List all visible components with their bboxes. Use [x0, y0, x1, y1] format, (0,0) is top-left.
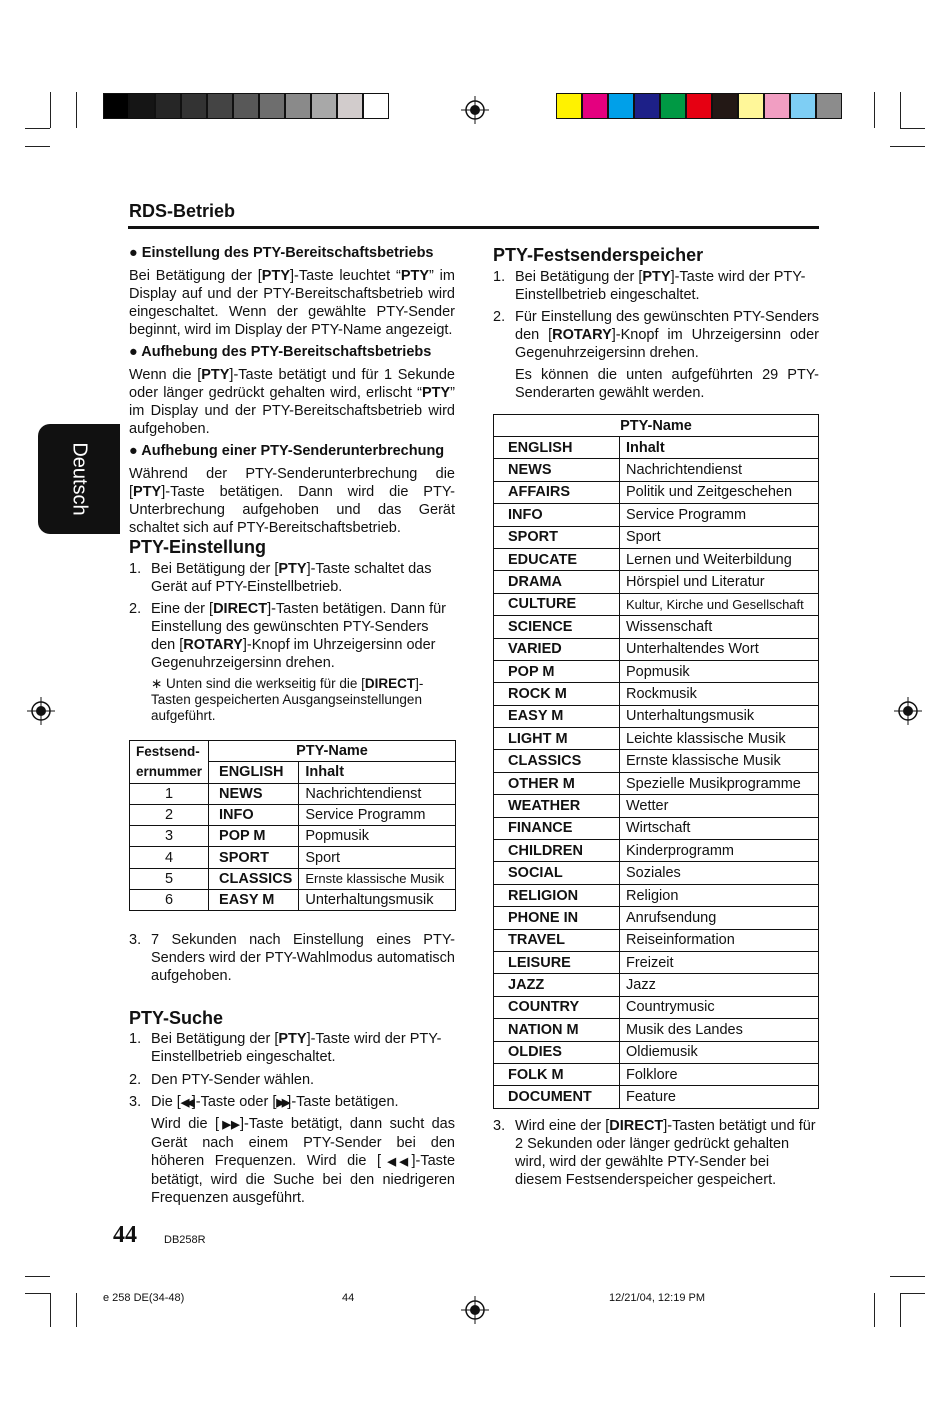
subheading-standby-on: ● Einstellung des PTY-Bereitschaftsbetriebs — [129, 245, 434, 261]
pty-description: Ernste klassische Musik — [299, 868, 456, 889]
table-row — [494, 795, 819, 817]
pty-code: SPORT — [494, 526, 620, 548]
heading-pty-einstellung: PTY-Einstellung — [129, 537, 267, 557]
paragraph-standby-on: Bei Betätigung der [PTY]-Taste leuchtet “PTY” im Display auf und der PTY-Bereitschaftsbetrieb wird eingeschaltet. Wenn der gewählte PTY-Sender beginnt, wird im Display der PTY-Name angezeigt. — [129, 268, 455, 338]
pty-description: Wetter — [620, 795, 819, 817]
table-row — [130, 868, 456, 889]
pty-code: POP M — [209, 826, 299, 847]
color-swatch — [765, 94, 791, 118]
preset-number: 2 — [130, 804, 209, 825]
pty-description: Folklore — [620, 1063, 819, 1085]
color-swatch — [661, 94, 687, 118]
pty-code: FOLK M — [494, 1063, 620, 1085]
pty-description: Popmusik — [299, 826, 456, 847]
table-row — [494, 840, 819, 862]
section-title: RDS-Betrieb — [129, 201, 236, 221]
pty-code: LEISURE — [494, 951, 620, 973]
language-tab — [38, 424, 120, 534]
gray-swatch-bar — [103, 93, 389, 119]
pty-code: AFFAIRS — [494, 481, 620, 503]
pty-description: Unterhaltendes Wort — [620, 638, 819, 660]
pty-description: Politik und Zeitgeschehen — [620, 481, 819, 503]
color-swatch — [364, 94, 388, 118]
color-swatch — [312, 94, 338, 118]
table-row — [494, 1041, 819, 1063]
table-row — [494, 481, 819, 503]
pty-code: WEATHER — [494, 795, 620, 817]
festsender-step-2-note: Es können die unten aufgeführten 29 PTY-Senderarten gewählt werden. — [515, 367, 819, 401]
heading-pty-suche: PTY-Suche — [129, 1008, 224, 1028]
pty-code: EDUCATE — [494, 548, 620, 570]
paragraph-standby-off: Wenn die [PTY]-Taste betätigt und für 1 Sekunde oder länger gedrückt gehalten wird, erlischt “PTY” im Display und der PTY-Bereitschaftsbetrieb wird aufgehoben. — [129, 367, 455, 437]
color-swatch — [739, 94, 765, 118]
pty-code: POP M — [494, 660, 620, 682]
pty-code: LIGHT M — [494, 728, 620, 750]
color-swatch — [260, 94, 286, 118]
slug-file: e 258 DE(34-48) — [103, 1292, 185, 1304]
pty-code: INFO — [209, 804, 299, 825]
color-swatch — [234, 94, 260, 118]
language-tab-label: Deutsch — [68, 442, 91, 516]
pty-code: SCIENCE — [494, 616, 620, 638]
subheading-standby-off: ● Aufhebung des PTY-Bereitschaftsbetriebs — [129, 344, 432, 360]
pty-description: Sport — [620, 526, 819, 548]
pty-description: Anrufsendung — [620, 907, 819, 929]
pty-code: EASY M — [209, 890, 299, 911]
pty-code: ROCK M — [494, 683, 620, 705]
pty-code: CLASSICS — [494, 750, 620, 772]
registration-mark-icon — [27, 697, 55, 725]
pty-code: OTHER M — [494, 772, 620, 794]
color-swatch-bar — [556, 93, 842, 119]
table-row — [494, 728, 819, 750]
color-swatch — [104, 94, 130, 118]
pty-code: COUNTRY — [494, 996, 620, 1018]
preset-table — [129, 740, 456, 911]
table-row — [494, 705, 819, 727]
pty-description: Soziales — [620, 862, 819, 884]
table-row — [494, 907, 819, 929]
registration-mark-icon — [461, 1296, 489, 1324]
color-swatch — [557, 94, 583, 118]
pty-description: Wirtschaft — [620, 817, 819, 839]
page-number: 44 — [113, 1222, 137, 1248]
table-row — [494, 996, 819, 1018]
color-swatch — [338, 94, 364, 118]
table-row — [130, 783, 456, 804]
table-row — [494, 638, 819, 660]
pty-code: EASY M — [494, 705, 620, 727]
pty-code: INFO — [494, 504, 620, 526]
subheading-interrupt-cancel: ● Aufhebung einer PTY-Senderunterbrechung — [129, 443, 445, 459]
pty-code: DRAMA — [494, 571, 620, 593]
table-row — [494, 929, 819, 951]
color-swatch — [286, 94, 312, 118]
model-code: DB258R — [164, 1234, 206, 1246]
table-row — [494, 593, 819, 615]
pty-code: VARIED — [494, 638, 620, 660]
english-header: ENGLISH — [494, 437, 620, 459]
pty-description: Freizeit — [620, 951, 819, 973]
pty-description: Nachrichtendienst — [299, 783, 456, 804]
pty-description: Kinderprogramm — [620, 840, 819, 862]
pty-description: Leichte klassische Musik — [620, 728, 819, 750]
pty-description: Nachrichtendienst — [620, 459, 819, 481]
header-rule — [128, 226, 819, 229]
pty-description: Spezielle Musikprogramme — [620, 772, 819, 794]
pty-description: Lernen und Weiterbildung — [620, 548, 819, 570]
table-row — [494, 884, 819, 906]
pty-code: CLASSICS — [209, 868, 299, 889]
table-row — [130, 826, 456, 847]
table-row — [494, 571, 819, 593]
english-header: ENGLISH — [209, 762, 299, 783]
pty-code: NATION M — [494, 1019, 620, 1041]
table-row — [494, 862, 819, 884]
preset-number: 5 — [130, 868, 209, 889]
pty-description: Hörspiel und Literatur — [620, 571, 819, 593]
ptyname-header: PTY-Name — [209, 741, 456, 762]
inhalt-header: Inhalt — [299, 762, 456, 783]
pty-code: RELIGION — [494, 884, 620, 906]
slug-date: 12/21/04, 12:19 PM — [609, 1292, 706, 1304]
pty-description: Service Programm — [620, 504, 819, 526]
fast-forward-icon: ▶▶ — [276, 1097, 288, 1109]
color-swatch — [130, 94, 156, 118]
paragraph-interrupt-cancel: Während der PTY-Senderunterbrechung die [PTY]-Taste betätigen. Dann wird die PTY-Unterbrechung aufgehoben und das Gerät schaltet sich auf PTY-Bereitschaftsbetrieb. — [129, 466, 455, 536]
registration-mark-icon — [461, 96, 489, 124]
color-swatch — [791, 94, 817, 118]
table-row — [494, 548, 819, 570]
table-row — [494, 951, 819, 973]
pty-code: CHILDREN — [494, 840, 620, 862]
pty-code: SOCIAL — [494, 862, 620, 884]
color-swatch — [817, 94, 841, 118]
preset-number: 4 — [130, 847, 209, 868]
color-swatch — [687, 94, 713, 118]
heading-pty-festsenderspeicher: PTY-Festsenderspeicher — [493, 245, 704, 265]
preset-number: 3 — [130, 826, 209, 847]
table-row — [494, 1019, 819, 1041]
pty-code: NEWS — [494, 459, 620, 481]
pty-description: Kultur, Kirche und Gesellschaft — [620, 593, 819, 615]
pty-description: Unterhaltungsmusik — [620, 705, 819, 727]
pty-code: OLDIES — [494, 1041, 620, 1063]
pty-description: Service Programm — [299, 804, 456, 825]
slug-page: 44 — [342, 1292, 355, 1304]
suche-paragraph: Wird die [▶▶]-Taste betätigt, dann sucht das Gerät nach einem PTY-Sender bei den höheren Frequenzen. Wird die [◀◀]-Taste betätigt, wird die Suche bei den niedrigeren Frequenzen ausgeführt. — [151, 1116, 456, 1206]
pty-description: Wissenschaft — [620, 616, 819, 638]
pty-code: TRAVEL — [494, 929, 620, 951]
registration-mark-icon — [894, 697, 922, 725]
table-row — [130, 890, 456, 911]
table-row — [130, 804, 456, 825]
table-row — [494, 1063, 819, 1085]
table-row — [494, 459, 819, 481]
pty-code: JAZZ — [494, 974, 620, 996]
pty-description: Musik des Landes — [620, 1019, 819, 1041]
table-row — [494, 772, 819, 794]
pty-description: Oldiemusik — [620, 1041, 819, 1063]
table-row — [494, 526, 819, 548]
color-swatch — [583, 94, 609, 118]
table-row — [494, 1086, 819, 1108]
table-row — [494, 974, 819, 996]
preset-number: 6 — [130, 890, 209, 911]
preset-number: 1 — [130, 783, 209, 804]
table-row — [130, 847, 456, 868]
pty-code: DOCUMENT — [494, 1086, 620, 1108]
color-swatch — [156, 94, 182, 118]
color-swatch — [635, 94, 661, 118]
table-row — [494, 817, 819, 839]
table-row — [494, 660, 819, 682]
pty-type-table — [493, 414, 819, 1109]
color-swatch — [609, 94, 635, 118]
pty-description: Jazz — [620, 974, 819, 996]
pty-code: NEWS — [209, 783, 299, 804]
pty-code: FINANCE — [494, 817, 620, 839]
pty-code: SPORT — [209, 847, 299, 868]
fast-forward-icon: ▶▶ — [218, 1119, 241, 1131]
rewind-icon: ◀◀ — [180, 1097, 192, 1109]
table-row — [494, 683, 819, 705]
rewind-icon: ◀◀ — [381, 1156, 412, 1168]
pty-description: Religion — [620, 884, 819, 906]
inhalt-header: Inhalt — [620, 437, 819, 459]
table-row — [494, 750, 819, 772]
table-row — [494, 504, 819, 526]
pty-description: Sport — [299, 847, 456, 868]
einstellung-note: ∗ Unten sind die werkseitig für die [DIRECT]-Tasten gespeicherten Ausgangseinstellungen aufgeführt. — [151, 676, 424, 723]
pty-description: Reiseinformation — [620, 929, 819, 951]
pty-description: Rockmusik — [620, 683, 819, 705]
preset-header: Festsend-ernummer — [130, 741, 209, 784]
pty-description: Popmusik — [620, 660, 819, 682]
color-swatch — [208, 94, 234, 118]
pty-description: Ernste klassische Musik — [620, 750, 819, 772]
pty-description: Unterhaltungsmusik — [299, 890, 456, 911]
pty-code: PHONE IN — [494, 907, 620, 929]
ptyname-header: PTY-Name — [494, 415, 819, 437]
color-swatch — [182, 94, 208, 118]
table-row — [494, 616, 819, 638]
pty-description: Countrymusic — [620, 996, 819, 1018]
pty-description: Feature — [620, 1086, 819, 1108]
color-swatch — [713, 94, 739, 118]
pty-code: CULTURE — [494, 593, 620, 615]
